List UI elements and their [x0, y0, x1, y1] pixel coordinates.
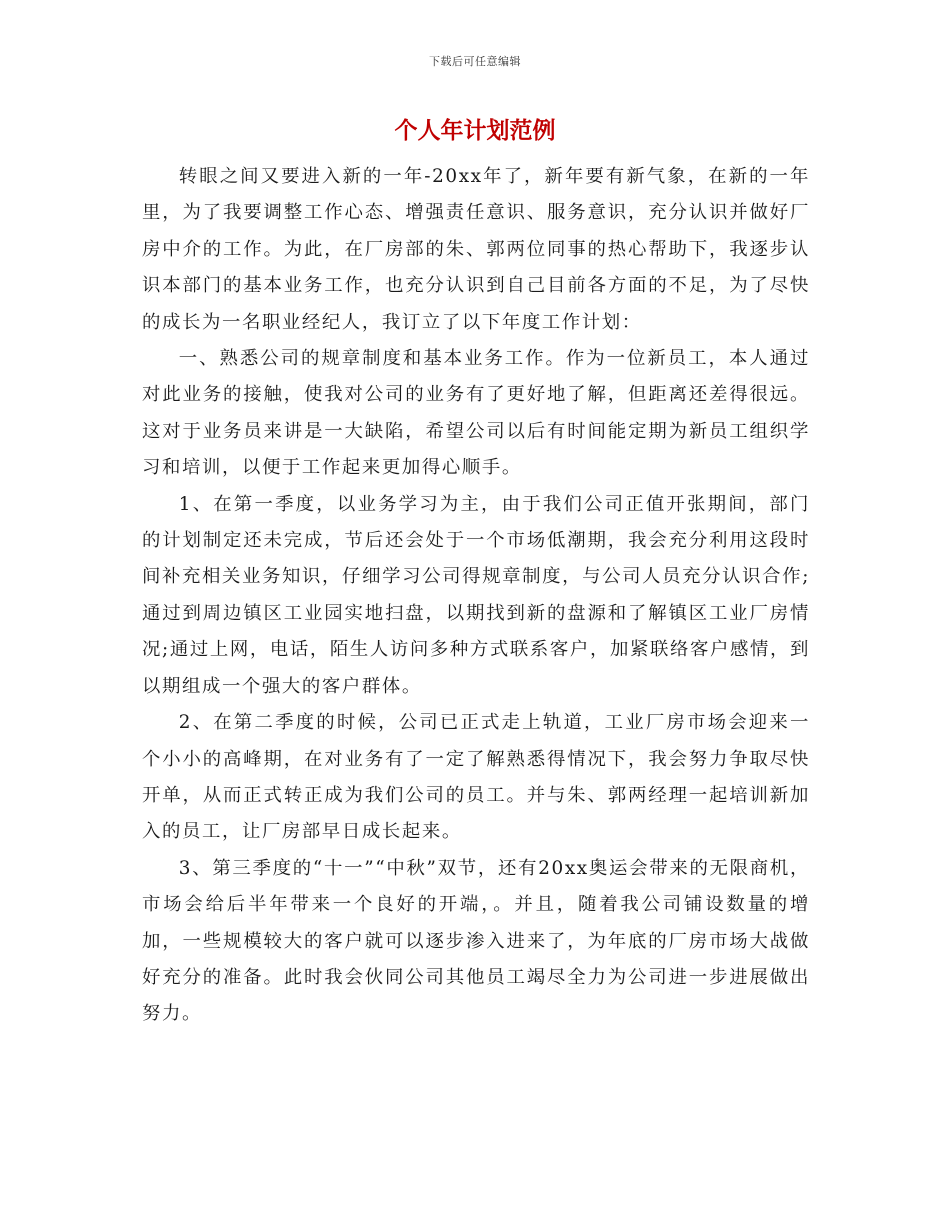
document-title: 个人年计划范例 — [394, 117, 556, 144]
header-note: 下载后可任意编辑 — [429, 55, 521, 68]
paragraph-q1: 1、在第一季度，以业务学习为主，由于我们公司正值开张期间，部门的计划制定还未完成，节后还会处于一个市场低潮期，我会充分利用这段时间补充相关业务知识，仔细学习公司得规章制度，与公司人员充分认识合作;通过到周边镇区工业园实地扫盘，以期找到新的盘源和了解镇区工业厂房情况;通过上网，电话，陌生人访问多种方式联系客户，加紧联络客户感情，到以期组成一个强大的客户群体。 — [142, 493, 810, 697]
document-body — [142, 159, 810, 1033]
paragraph-section-1: 一、熟悉公司的规章制度和基本业务工作。作为一位新员工，本人通过对此业务的接触，使我对公司的业务有了更好地了解，但距离还差得很远。这对于业务员来讲是一大缺陷，希望公司以后有时间能定期为新员工组织学习和培训，以便于工作起来更加得心顺手。 — [142, 348, 810, 479]
paragraph-q3: 3、第三季度的“十一”“中秋”双节，还有20xx奥运会带来的无限商机，市场会给后半年带来一个良好的开端，。并且，随着我公司铺设数量的增加，一些规模较大的客户就可以逐步渗入进来了，为年底的厂房市场大战做好充分的准备。此时我会伙同公司其他员工竭尽全力为公司进一步进展做出努力。 — [142, 857, 810, 1025]
paragraph-intro: 转眼之间又要进入新的一年-20xx年了，新年要有新气象，在新的一年里，为了我要调整工作心态、增强责任意识、服务意识，充分认识并做好厂房中介的工作。为此，在厂房部的朱、郭两位同事的热心帮助下，我逐步认识本部门的基本业务工作，也充分认识到自己目前各方面的不足，为了尽快的成长为一名职业经纪人，我订立了以下年度工作计划： — [142, 166, 810, 333]
paragraph-q2: 2、在第二季度的时候，公司已正式走上轨道，工业厂房市场会迎来一个小小的高峰期，在对业务有了一定了解熟悉得情况下，我会努力争取尽快开单，从而正式转正成为我们公司的员工。并与朱、郭两经理一起培训新加入的员工，让厂房部早日成长起来。 — [142, 712, 810, 843]
